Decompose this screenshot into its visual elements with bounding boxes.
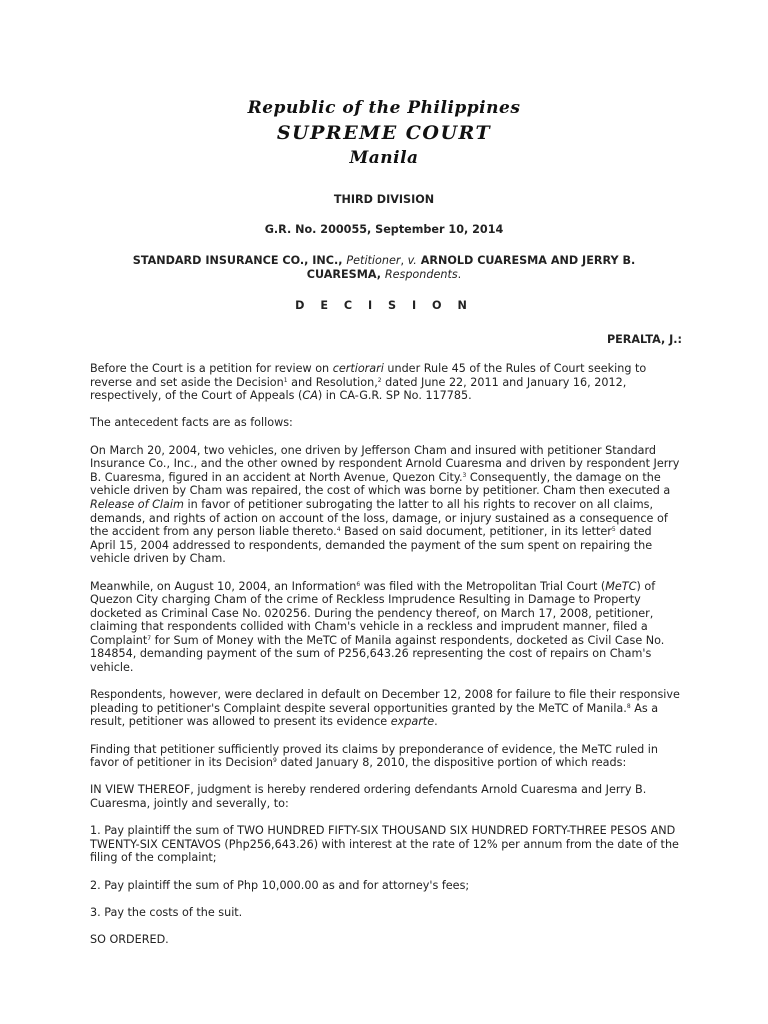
case-parties: STANDARD INSURANCE CO., INC., Petitioner, v. ARNOLD CUARESMA AND JERRY B. CUARESMA, Respondents.	[132, 254, 636, 281]
paragraph-8: 1. Pay plaintiff the sum of TWO HUNDRED FIFTY-SIX THOUSAND SIX HUNDRED FORTY-THREE PESOS AND TWENTY-SIX CENTAVOS (Php256,643.26) with interest at the rate of 12% per annum from the date of the filing of the complaint;	[90, 824, 679, 865]
paragraph-6: Finding that petitioner sufficiently proved its claims by preponderance of evidence, the MeTC ruled in favor of petitioner in its Decision$^9$ dated January 8, 2010, the dispositive portion of which reads:	[90, 742, 658, 770]
paragraph-10: 3. Pay the costs of the suit.	[90, 905, 243, 919]
paragraph-5: Respondents, however, were declared in default on December 12, 2008 for failure to file their responsive pleading to petitioner's Complaint despite several opportunities granted by the MeTC of Manila.$^8$ As a result, petitioner was allowed to present its evidence exparte.	[90, 688, 680, 729]
paragraph-2: The antecedent facts are as follows:	[90, 416, 293, 430]
paragraph-11: SO ORDERED.	[90, 932, 169, 946]
decision-body	[90, 362, 680, 960]
footnote-ref-2: 2	[377, 376, 382, 384]
court-header	[0, 96, 768, 170]
petitioner-role: Petitioner	[346, 254, 401, 267]
petitioner-name: STANDARD INSURANCE CO., INC.	[132, 254, 339, 267]
respondents-name: ARNOLD CUARESMA AND JERRY B. CUARESMA	[306, 254, 636, 281]
ponente: PERALTA, J.:	[606, 333, 682, 346]
paragraph-4: Meanwhile, on August 10, 2004, an Information$^6$ was filed with the Metropolitan Trial Court (MeTC) of Quezon City charging Cham of the crime of Reckless Imprudence Resulting in Damage to Property docketed as Criminal Case No. 020256. During the pendency thereof, on March 17, 2008, petitioner, claiming that respondents collided with Cham's vehicle in a reckless and imprudent manner, filed a Complaint$^7$ for Sum of Money with the MeTC of Manila against respondents, docketed as Civil Case No. 184854, demanding payment of the sum of P256,643.26 representing the cost of repairs on Cham's vehicle.	[90, 579, 665, 675]
case-number: G.R. No. 200055, September 10, 2014	[264, 223, 504, 236]
header-republic: Republic of the Philippines	[247, 98, 521, 118]
paragraph-7: IN VIEW THEREOF, judgment is hereby rendered ordering defendants Arnold Cuaresma and Jerry B. Cuaresma, jointly and severally, to:	[90, 783, 647, 810]
footnote-ref-6: 6	[356, 580, 361, 588]
versus: v.	[407, 254, 417, 267]
respondents-role: Respondents	[384, 267, 458, 281]
footnote-ref-1: 1	[283, 376, 288, 384]
paragraph-1: Before the Court is a petition for review on certiorari under Rule 45 of the Rules of Court seeking to reverse and set aside the Decision$^1$ and Resolution,$^2$ dated June 22, 2011 and January 16, 2012, respectively, of the Court of Appeals (CA) in CA-G.R. SP No. 117785.	[90, 362, 647, 403]
footnote-ref-3: 3	[462, 471, 467, 479]
paragraph-9: 2. Pay plaintiff the sum of Php 10,000.00 as and for attorney's fees;	[90, 878, 470, 892]
footnote-ref-5: 5	[611, 526, 616, 534]
footnote-ref-8: 8	[626, 702, 631, 710]
header-manila: Manila	[349, 148, 419, 168]
paragraph-3: On March 20, 2004, two vehicles, one driven by Jefferson Cham and insured with petitioner Standard Insurance Co., Inc., and the other owned by respondent Arnold Cuaresma and driven by respondent Jerry B. Cuaresma, figured in an accident at North Avenue, Quezon City.$^3$ Consequently, the damage on the vehicle driven by Cham was repaired, the cost of which was borne by petitioner. Cham then executed a Release of Claim in favor of petitioner subrogating the latter to all his rights to recover on all claims, demands, and rights of action on account of the loss, damage, or injury sustained as a consequence of the accident from any person liable thereto.$^4$ Based on said document, petitioner, in its letter$^5$ dated April 15, 2004 addressed to respondents, demanded the payment of the sum spent on repairing the vehicle driven by Cham.	[90, 443, 680, 566]
decision-title: D E C I S I O N	[295, 299, 473, 312]
division-title: THIRD DIVISION	[333, 193, 435, 206]
footnote-ref-9: 9	[272, 757, 277, 765]
footnote-ref-7: 7	[147, 634, 152, 642]
header-supreme-court: SUPREME COURT	[276, 122, 492, 144]
footnote-ref-4: 4	[336, 526, 341, 534]
